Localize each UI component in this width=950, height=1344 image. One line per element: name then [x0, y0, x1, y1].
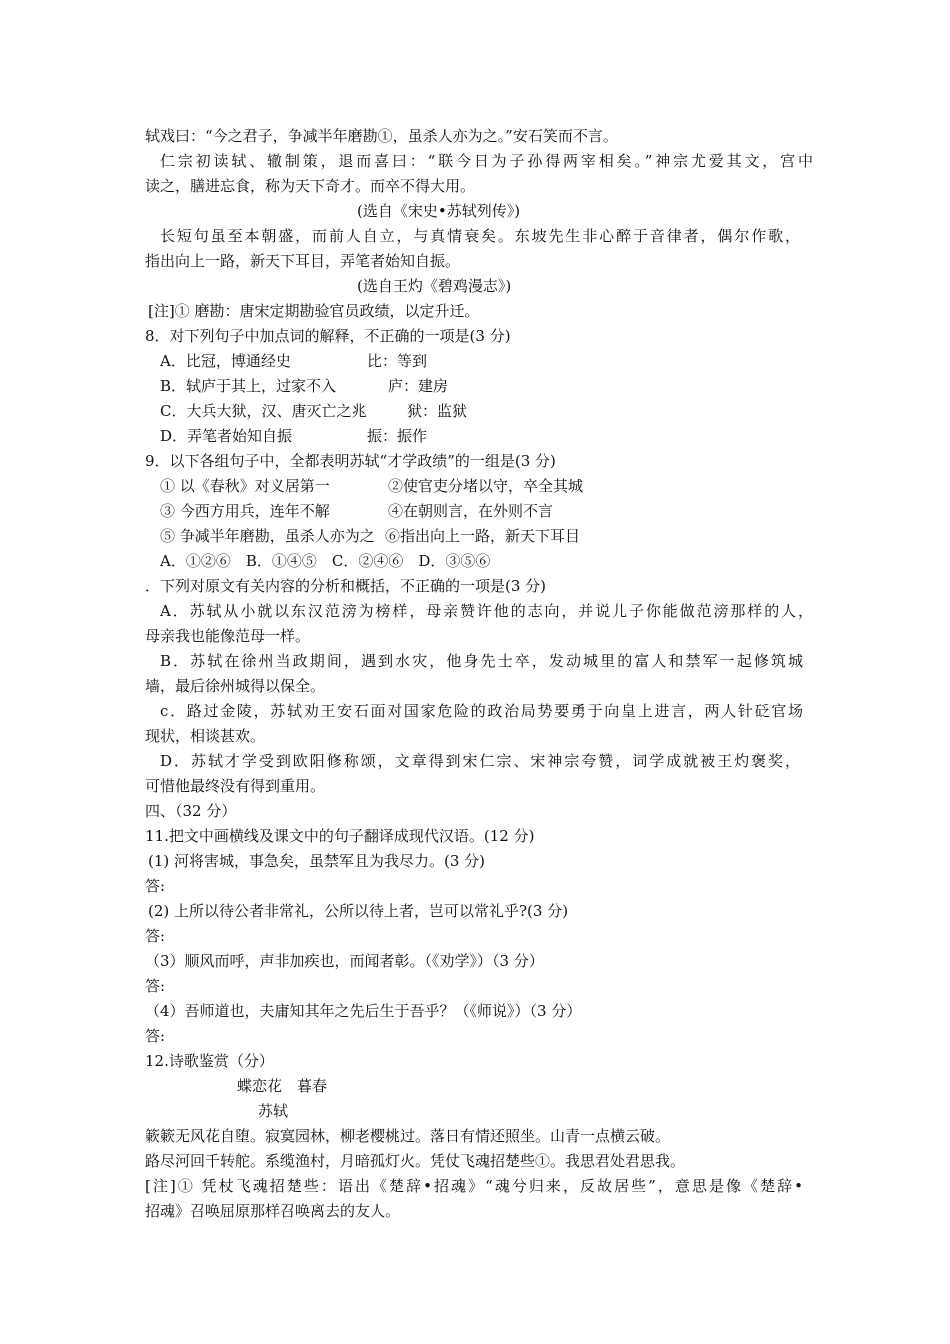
option-text: D．苏轼才学受到欧阳修称颂，文章得到宋仁宗、宋神宗夸赞，词学成就被王灼褒奖， — [160, 752, 800, 770]
poem-author: 苏轼 — [258, 1102, 289, 1120]
option-gloss: 庐：建房 — [388, 377, 449, 395]
option-text: A．比冠，博通经史 — [160, 352, 291, 370]
poem-title: 蝶恋花 暮春 — [237, 1077, 328, 1095]
footnote: [注]① 凭杖飞魂招楚些：语出《楚辞•招魂》“魂兮归来，反故居些”，意思是像《楚辞• — [145, 1177, 803, 1195]
sentence-item: (2) 上所以待公者非常礼，公所以待上者，岂可以常礼乎?(3 分) — [148, 902, 569, 920]
passage-line: 读之，膳进忘食，称为天下奇才。而卒不得大用。 — [145, 177, 476, 195]
option-text: B．轼庐于其上，过家不入 — [160, 377, 337, 395]
sentence-item: （3）顺风而呼，声非加疾也，而闻者彰。（《劝学》）（3 分） — [145, 952, 544, 970]
option-text: B．苏轼在徐州当政期间，遇到水灾，他身先士卒，发动城里的富人和禁军一起修筑城 — [160, 652, 803, 670]
passage-line: 指出向上一路，新天下耳目，弄笔者始知自振。 — [145, 252, 461, 270]
option-text: 母亲我也能像范母一样。 — [145, 627, 311, 645]
answer-choices: A．①②⑥ B．①④⑤ C．②④⑥ D．③⑤⑥ — [160, 552, 491, 570]
question-stem: 11.把文中画横线及课文中的句子翻译成现代汉语。(12 分) — [145, 827, 535, 845]
statement-item: ②使官吏分堵以守，卒全其城 — [388, 477, 584, 495]
sentence-item: （4）吾师道也，夫庸知其年之先后生于吾乎？（《师说》）（3 分） — [145, 1002, 582, 1020]
statement-item: ⑥指出向上一路，新天下耳目 — [385, 527, 581, 545]
option-text: C．大兵大狱，汉、唐灭亡之兆 — [160, 402, 367, 420]
passage-line: 长短句虽至本朝盛，而前人自立，与真情衰矣。东坡先生非心醉于音律者，偶尔作歌， — [160, 227, 800, 245]
statement-item: ⑤ 争减半年磨勘，虽杀人亦为之 — [160, 527, 375, 545]
option-text: 现状，相谈甚欢。 — [145, 727, 266, 745]
statement-item: ④在朝则言，在外则不言 — [388, 502, 554, 520]
section-heading: 四、（32 分） — [145, 802, 237, 820]
sentence-item: (1) 河将害城，事急矣，虽禁军且为我尽力。(3 分) — [148, 852, 486, 870]
passage-line: 仁宗初读轼、辙制策，退而喜曰：“联今日为子孙得两宰相矣。”神宗尤爱其文，宫中 — [160, 152, 813, 170]
statement-item: ③ 今西方用兵，连年不解 — [160, 502, 330, 520]
source-citation: (选自《宋史•苏轼列传》) — [357, 202, 521, 220]
question-stem: 12.诗歌鉴赏（分） — [145, 1052, 274, 1070]
poem-line: 路尽河回千转舵。系缆渔村，月暗孤灯火。凭仗飞魂招楚些①。我思君处君思我。 — [145, 1152, 686, 1170]
footnote: [注]① 磨勘：唐宋定期勘验官员政绩，以定升迁。 — [148, 302, 480, 320]
option-text: 墙，最后徐州城得以保全。 — [145, 677, 326, 695]
option-text: D．弄笔者始知自振 — [160, 427, 293, 445]
option-text: c．路过金陵，苏轼劝王安石面对国家危险的政治局势要勇于向皇上进言，两人针砭官场 — [160, 702, 803, 720]
question-stem: 8．对下列句子中加点词的解释，不正确的一项是(3 分) — [145, 327, 511, 345]
question-stem: ．下列对原文有关内容的分析和概括，不正确的一项是(3 分) — [145, 577, 547, 595]
source-citation: (选自王灼《碧鸡漫志》) — [357, 277, 512, 295]
answer-label: 答: — [145, 1027, 166, 1045]
footnote: 招魂》召唤屈原那样召唤离去的友人。 — [145, 1202, 401, 1220]
option-gloss: 狱：监狱 — [407, 402, 468, 420]
answer-label: 答: — [145, 877, 166, 895]
passage-line: 轼戏曰：“今之君子，争减半年磨勘①，虽杀人亦为之。”安石笑而不言。 — [145, 127, 618, 145]
question-stem: 9．以下各组句子中，全都表明苏轼“才学政绩”的一组是(3 分) — [145, 452, 556, 470]
statement-item: ① 以《春秋》对义居第一 — [160, 477, 330, 495]
option-gloss: 比：等到 — [367, 352, 428, 370]
poem-line: 簌簌无风花自堕。寂寞园林，柳老樱桃过。落日有情还照坐。山青一点横云破。 — [145, 1127, 671, 1145]
answer-label: 答: — [145, 977, 166, 995]
option-gloss: 振：振作 — [367, 427, 428, 445]
option-text: A．苏轼从小就以东汉范滂为榜样，母亲赞许他的志向，并说儿子你能做范滂那样的人， — [160, 602, 813, 620]
answer-label: 答: — [145, 927, 166, 945]
option-text: 可惜他最终没有得到重用。 — [145, 777, 326, 795]
